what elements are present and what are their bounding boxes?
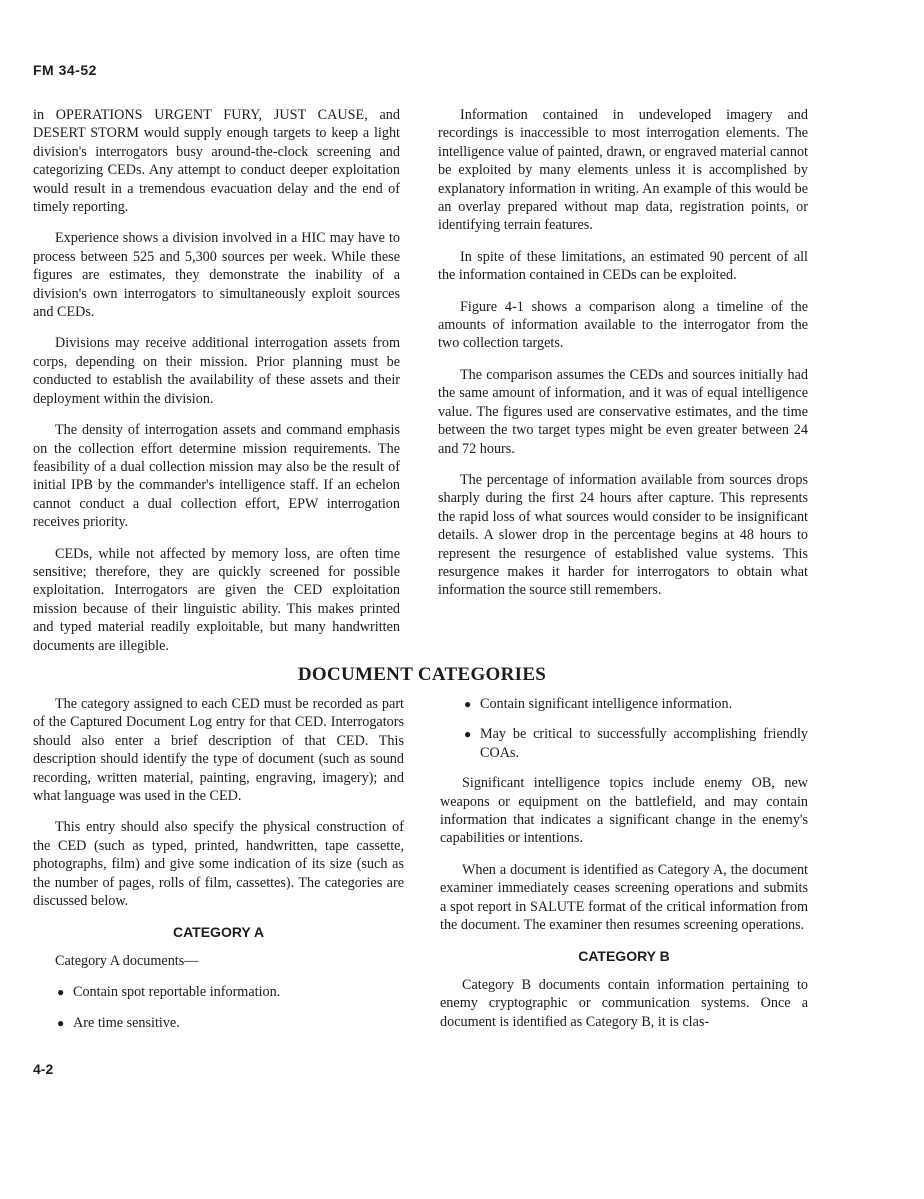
paragraph: Figure 4-1 shows a comparison along a timeline of the amounts of information available to the interrogator from the two collection targets.: [438, 298, 808, 352]
list-item: [33, 1014, 404, 1032]
bullet-icon: ●: [464, 727, 472, 742]
list-item-text: May be critical to successfully accomplishing friendly COAs.: [480, 726, 808, 761]
list-item-text: Contain significant intelligence information.: [480, 696, 733, 712]
category-a-list-continued: [440, 695, 808, 762]
page-header: FM 34-52: [33, 62, 97, 78]
category-a-list: [33, 983, 404, 1032]
category-a-intro: Category A documents—: [55, 952, 199, 969]
paragraph: When a document is identified as Category A, the document examiner immediately ceases screening operations and submits a spot report in SALUTE format of the critical information from the document. The examiner then resumes screening operations.: [440, 861, 808, 934]
section-title: DOCUMENT CATEGORIES: [297, 664, 547, 685]
paragraph: Divisions may receive additional interrogation assets from corps, depending on their mission. Prior planning must be conducted to establish the availability of these assets and their deployment within the division.: [33, 335, 400, 407]
page-number: 4-2: [33, 1061, 54, 1077]
list-item: [440, 725, 808, 762]
list-item: [33, 983, 404, 1001]
paragraph: In spite of these limitations, an estimated 90 percent of all the information contained in CEDs can be exploited.: [438, 248, 808, 284]
paragraph: The density of interrogation assets and command emphasis on the collection effort determine mission requirements. The feasibility of a dual collection mission may also be the result of initial IPB by the commander's intelligence staff. If an echelon cannot conduct a dual collection effort, EPW interrogation receives priority.: [33, 422, 400, 531]
paragraph: The comparison assumes the CEDs and sources initially had the same amount of information, and it was of equal intelligence value. The figures used are conservative estimates, and the time between the two target types might be even greater between 24 and 72 hours.: [438, 366, 808, 457]
paragraph: CEDs, while not affected by memory loss, are often time sensitive; therefore, they are quickly screened for possible exploitation. Interrogators are given the CED exploitation mission because of their linguistic ability. This makes printed and typed material readily exploitable, but many handwritten documents are illegible.: [33, 545, 400, 654]
paragraph: Significant intelligence topics include enemy OB, new weapons or equipment on the battlefield, and may contain information that indicates a significant change in the enemy's capabilities or intentions.: [440, 775, 808, 847]
column-left-top: [33, 106, 400, 668]
list-item-text: Contain spot reportable information.: [73, 984, 281, 1001]
paragraph: The category assigned to each CED must be recorded as part of the Captured Document Log entry for that CED. Interrogators should also enter a brief description of that CED. This description should identify the type of document (such as sound recording, written material, painting, engraving, imagery); and what language was used in the CED.: [33, 696, 404, 805]
column-right-bottom: [440, 695, 808, 1044]
column-left-bottom: [33, 695, 404, 1044]
paragraph: Category B documents contain information pertaining to enemy cryptographic or communication systems. Once a document is identified as Category B, it is clas-: [440, 976, 808, 1030]
paragraph: This entry should also specify the physical construction of the CED (such as typed, printed, handwritten, tape cassette, photographs, film) and give some indication of its size (such as the number of pages, rolls of film, cassettes). The categories are discussed below.: [33, 819, 404, 910]
paragraph: Experience shows a division involved in a HIC may have to process between 525 and 5,300 sources per week. While these figures are estimates, they demonstrate the inability of a division's own interrogators to simultaneously exploit sources and CEDs.: [33, 230, 400, 321]
bullet-icon: ●: [57, 1015, 65, 1030]
list-item: [440, 695, 808, 713]
list-item-text: Are time sensitive.: [73, 1014, 180, 1031]
paragraph: in OPERATIONS URGENT FURY, JUST CAUSE, and DESERT STORM would supply enough targets to keep a light division's interrogators busy around-the-clock screening and categorizing CEDs. Any attempt to conduct deeper exploitation would result in a tremendous evacuation delay and the end of timely reporting.: [33, 107, 400, 216]
paragraph: Information contained in undeveloped imagery and recordings is inaccessible to most interrogation elements. The intelligence value of painted, drawn, or engraved material cannot be exploited by many elements unless it is accomplished by explanatory information in writing. An example of this would be an overlay prepared without map data, registration points, or identifying terrain features.: [438, 107, 808, 234]
category-a-heading: CATEGORY A: [172, 924, 264, 941]
category-b-heading: CATEGORY B: [578, 948, 670, 965]
column-right-top: [438, 106, 808, 613]
bullet-icon: ●: [464, 697, 472, 711]
paragraph: The percentage of information available from sources drops sharply during the first 24 hours after capture. This represents the rapid loss of what sources would consider to be insignificant details. A slower drop in the percentage begins at 48 hours to represent the resurgence of established value systems. This resurgence makes it harder for interrogators to obtain what information the source still remembers.: [438, 471, 808, 599]
bullet-icon: ●: [57, 985, 65, 1000]
